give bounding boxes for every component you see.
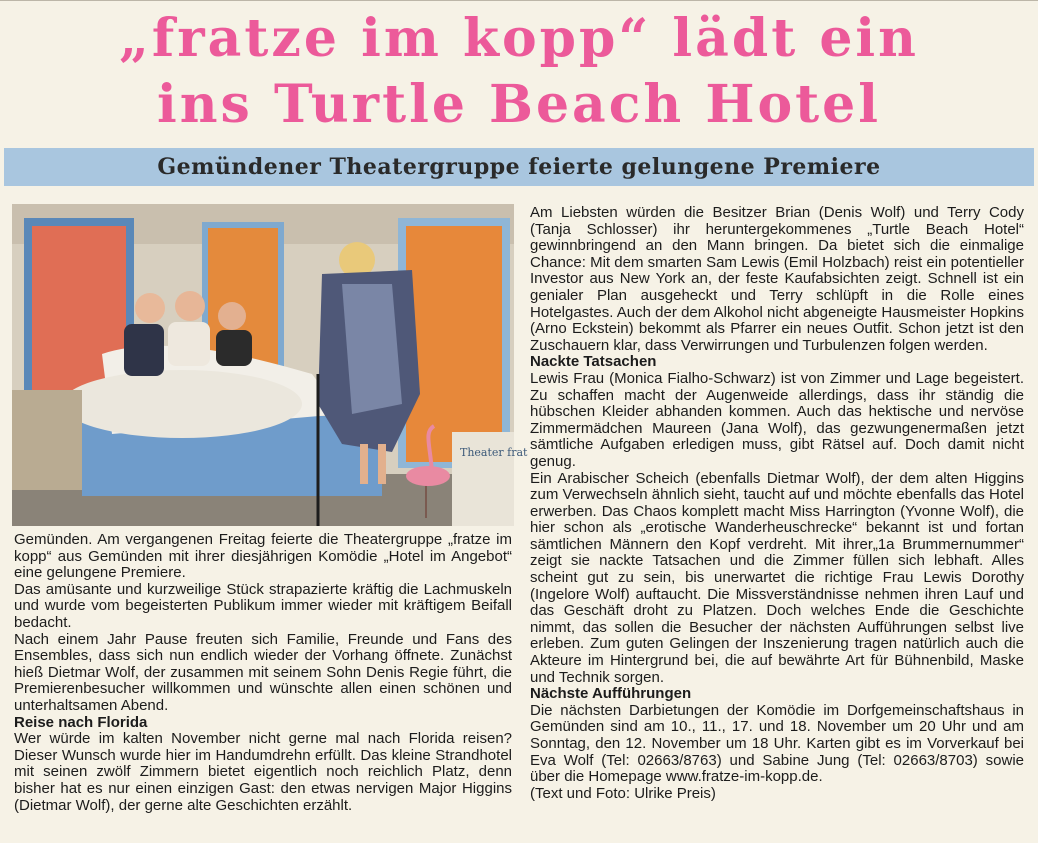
article-column-right bbox=[530, 205, 1024, 802]
article-photo bbox=[12, 204, 528, 526]
paragraph: Nach einem Jahr Pause freuten sich Familie, Freunde und Fans des Ensembles, dass sich nun endlich wieder der Vorhang öffnete. Zunächst hieß Dietmar Wolf, der zusammen mit seinem Sohn Denis Regie führt, die Premierenbesucher willkommen und wünschte allen einen schönen und unterhaltsamen Abend. bbox=[14, 630, 512, 714]
headline-line-2: ins Turtle Beach Hotel bbox=[157, 74, 881, 135]
headline-line-1: „fratze im kopp“ lädt ein bbox=[118, 8, 919, 69]
section-heading: Nackte Tatsachen bbox=[530, 353, 657, 371]
section-heading: Reise nach Florida bbox=[14, 713, 148, 731]
subheadline: Gemündener Theatergruppe feierte gelungene Premiere bbox=[157, 154, 881, 180]
paragraph: Am Liebsten würden die Besitzer Brian (Denis Wolf) und Terry Cody (Tanja Schlosser) ihr heruntergekommenes „Turtle Beach Hotel“ gewinnbringend an den Mann bringen. Da bietet sich die einmalige Chance: Mit dem smarten Sam Lewis (Emil Holzbach) reist ein potentieller Investor aus New York an, der feste Kaufabsichten zeigt. Schnell ist ein genialer Plan ausgeheckt und Terry schlüpft in die Rolle eines Hotelgastes. Auch der dem Alkohol nicht abgeneigte Hausmeister Hopkins (Arno Eckstein) bekommt als Pfarrer ein neues Outfit. Schon jetzt ist den Zuschauern klar, dass Verwirrungen und Turbulenzen folgen werden. bbox=[530, 204, 1024, 354]
paragraph: Wer würde im kalten November nicht gerne mal nach Florida reisen? Dieser Wunsch wurde hier im Handumdrehn erfüllt. Das kleine Strandhotel mit seinen zwölf Zimmern bietet eigentlich noch reichlich Platz, denn bisher hat es nur einen einzigen Gast: den etwas nervigen Major Higgins (Dietmar Wolf), der gerne alte Geschichten erzählt. bbox=[14, 730, 512, 814]
top-rule bbox=[0, 0, 1038, 1]
article-column-left bbox=[14, 532, 512, 814]
subheadline-bar bbox=[4, 148, 1034, 186]
stage-sign-text: Theater frat bbox=[460, 446, 528, 459]
photo-credit: (Text und Foto: Ulrike Preis) bbox=[530, 784, 716, 802]
headline bbox=[0, 6, 1038, 138]
stage-scene-illustration bbox=[12, 204, 528, 526]
paragraph: Lewis Frau (Monica Fialho-Schwarz) ist von Zimmer und Lage begeistert. Zu schaffen macht der Augenweide allerdings, dass ihr ständig die hübschen Kleider abhanden kommen. Auch das hektische und nervöse Zimmermädchen Maureen (Jana Wolf), das gezwungenermaßen jetzt sämtliche Aufgaben erledigen muss, gibt Rätsel auf. Doch damit nicht genug. bbox=[530, 369, 1024, 470]
paragraph: Ein Arabischer Scheich (ebenfalls Dietmar Wolf), der dem alten Higgins zum Verwechseln ähnlich sieht, taucht auf und möchte ebenfalls das Hotel erwerben. Das Chaos komplett macht Miss Harrington (Yvonne Wolf), die hier schon als „erotische Wanderheuschrecke“ bekannt ist und fortan sämtlichen Männern den Kopf verdreht. Mit ihrer„1a Brummernummer“ zeigt sie nackte Tatsachen und die Zimmer füllen sich lebhaft. Alles scheint gut zu sein, bis unerwartet die richtige Frau Lewis Dorothy (Ingelore Wolf) auftaucht. Die Missverständnisse nehmen ihren Lauf und das Geschäft droht zu Platzen. Doch welches Ende die Geschichte nimmt, das sollen die Besucher der nächsten Aufführungen selbst live erleben. Zum guten Gelingen der Inszenierung tragen natürlich auch die Akteure im Hintergrund bei, die auf bewährte Art für Bühnenbild, Maske und Technik sorgen. bbox=[530, 469, 1024, 686]
paragraph: Gemünden. Am vergangenen Freitag feierte die Theatergruppe „fratze im kopp“ aus Gemünden mit ihrer diesjährigen Komödie „Hotel im Angebot“ eine gelungene Premiere. bbox=[14, 531, 512, 582]
section-heading: Nächste Aufführungen bbox=[530, 685, 692, 703]
paragraph: Das amüsante und kurzweilige Stück strapazierte kräftig die Lachmuskeln und wurde vom begeisterten Publikum immer wieder mit kräftigem Beifall bedacht. bbox=[14, 580, 512, 631]
paragraph: Die nächsten Darbietungen der Komödie im Dorfgemeinschaftshaus in Gemünden sind am 10., 11., 17. und 18. November um 20 Uhr und am Sonntag, den 12. November um 18 Uhr. Karten gibt es im Vorverkauf bei Eva Wolf (Tel: 02663/8763) und Sabine Jung (Tel: 02663/8703) sowie über die Homepage www.fratze-im-kopp.de. bbox=[530, 701, 1024, 786]
